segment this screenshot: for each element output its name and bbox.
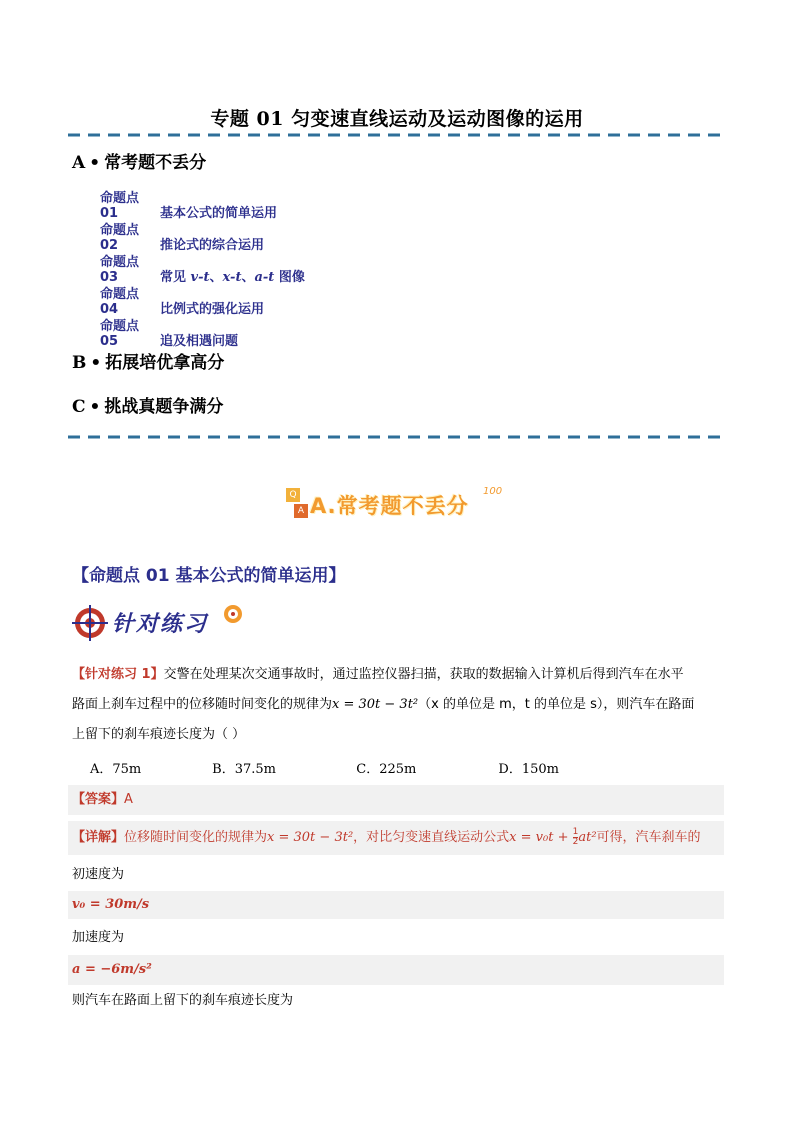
option-b[interactable]: B．37.5m bbox=[212, 762, 276, 777]
section-a-banner bbox=[276, 486, 512, 526]
answer-value: A bbox=[124, 792, 133, 807]
option-c[interactable]: C．225m bbox=[356, 762, 417, 777]
detail-text: 可得，汽车刹车的 bbox=[596, 830, 701, 845]
toc-item-01[interactable] bbox=[100, 187, 277, 221]
toc-text: 基本公式的简单运用 bbox=[160, 206, 278, 221]
toc-num: 命题点 05 bbox=[100, 319, 140, 349]
detail-text: ，对比匀变速直线运动公式 bbox=[353, 830, 510, 845]
q-icon: Q bbox=[286, 488, 300, 502]
section-b-letter: B bbox=[72, 353, 87, 373]
question-line-1 bbox=[72, 660, 724, 690]
detail-formula: at² bbox=[578, 830, 597, 845]
detail-text: 位移随时间变化的规律为 bbox=[124, 830, 268, 845]
section-c-heading bbox=[72, 392, 223, 417]
question-text: 路面上刹车过程中的位移随时间变化的规律为 bbox=[72, 697, 333, 712]
detail-line-1 bbox=[72, 823, 724, 853]
toc-xt: x-t bbox=[222, 270, 242, 285]
toc-item-04[interactable] bbox=[100, 283, 264, 317]
question-tag: 【针对练习 1】 bbox=[72, 667, 164, 682]
option-d[interactable]: D．150m bbox=[498, 762, 559, 777]
section-b-heading bbox=[72, 348, 224, 373]
score-badge: 100 bbox=[483, 486, 503, 497]
fraction-denominator: 2 bbox=[572, 837, 579, 847]
toc-num: 命题点 01 bbox=[100, 191, 140, 221]
answer-line bbox=[72, 785, 724, 815]
option-a[interactable]: A．75m bbox=[90, 762, 142, 777]
a-icon: A bbox=[294, 504, 308, 518]
section-c-letter: C bbox=[72, 397, 86, 417]
bottom-divider bbox=[68, 435, 728, 439]
target-icon bbox=[72, 605, 108, 641]
section-b-dot: • bbox=[90, 353, 102, 373]
detail-formula: x = 30t − 3t² bbox=[267, 830, 354, 845]
section-a-label: 常考题不丢分 bbox=[104, 153, 207, 173]
toc-text: 比例式的强化运用 bbox=[160, 302, 265, 317]
toc-text: 推论式的综合运用 bbox=[160, 238, 265, 253]
detail-formula: x = v₀t + bbox=[509, 830, 573, 845]
practice-logo bbox=[72, 603, 252, 643]
toc-num: 命题点 04 bbox=[100, 287, 140, 317]
section-c-label: 挑战真题争满分 bbox=[104, 397, 224, 417]
detail-line-4: 加速度为 bbox=[72, 930, 125, 945]
v0-formula: v₀ = 30m/s bbox=[72, 897, 150, 912]
detail-tag: 【详解】 bbox=[72, 830, 125, 845]
section-a-dot: • bbox=[89, 153, 101, 173]
acc-formula: a = −6m/s² bbox=[72, 962, 152, 977]
toc-text: 常见 bbox=[160, 270, 187, 285]
page-title: 专题 01 匀变速直线运动及运动图像的运用 bbox=[210, 108, 584, 130]
dart-target-icon bbox=[222, 603, 244, 625]
question-block bbox=[72, 660, 724, 750]
question-line-2 bbox=[72, 690, 724, 720]
section-c-dot: • bbox=[89, 397, 101, 417]
top-divider bbox=[68, 133, 728, 137]
toc-sep: 、 bbox=[209, 270, 223, 285]
detail-line-6: 则汽车在路面上留下的刹车痕迹长度为 bbox=[72, 993, 294, 1008]
section-a-heading bbox=[72, 148, 206, 173]
options-row bbox=[90, 758, 690, 777]
question-text: 上留下的刹车痕迹长度为（ ） bbox=[72, 727, 246, 742]
toc-item-02[interactable] bbox=[100, 219, 264, 253]
toc-item-05[interactable] bbox=[100, 315, 238, 349]
toc-vt: v-t bbox=[190, 270, 210, 285]
toc-at: a-t bbox=[254, 270, 275, 285]
question-text: 交警在处理某次交通事故时，通过监控仪器扫描，获取的数据输入计算机后得到汽车在水平 bbox=[163, 667, 684, 682]
question-text: （x 的单位是 m，t 的单位是 s），则汽车在路面 bbox=[418, 697, 695, 712]
answer-tag: 【答案】 bbox=[72, 792, 125, 807]
point-heading: 【命题点 01 基本公式的简单运用】 bbox=[72, 566, 346, 586]
banner-text: A.常考题不丢分 bbox=[310, 494, 469, 518]
toc-num: 命题点 02 bbox=[100, 223, 140, 253]
toc-sep: 、 bbox=[241, 270, 255, 285]
question-line-3 bbox=[72, 720, 724, 750]
fraction-numerator: 1 bbox=[572, 827, 579, 837]
toc-num: 命题点 03 bbox=[100, 255, 140, 285]
detail-line-2: 初速度为 bbox=[72, 867, 125, 882]
toc-text: 追及相遇问题 bbox=[160, 334, 239, 349]
toc-text: 图像 bbox=[278, 270, 305, 285]
section-b-label: 拓展培优拿高分 bbox=[105, 353, 225, 373]
question-formula: x = 30t − 3t² bbox=[332, 697, 419, 712]
toc-item-03[interactable] bbox=[100, 251, 305, 285]
practice-text: 针对练习 bbox=[112, 612, 209, 637]
section-a-letter: A bbox=[72, 153, 86, 173]
